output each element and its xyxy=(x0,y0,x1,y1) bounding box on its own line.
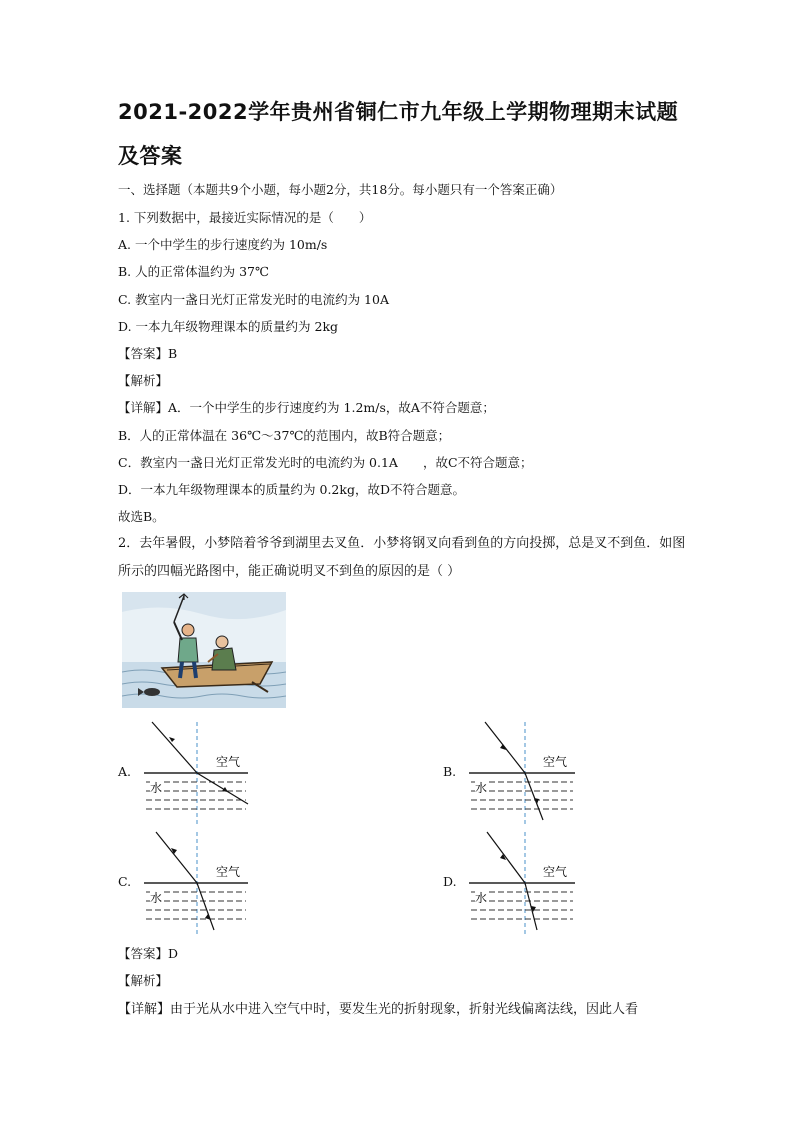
detail-text: 由于光从水中进入空气中时，要发生光的折射现象，折射光线偏离法线，因此人看 xyxy=(170,1002,639,1017)
q1-detail-a xyxy=(118,398,495,416)
water-label: 水 xyxy=(150,781,163,795)
answer-tag: 【答案】 xyxy=(118,346,169,361)
answer-value: D xyxy=(168,946,179,961)
q1-detail-c: C．教室内一盏日光灯正常发光时的电流约为 0.1A ，故C不符合题意； xyxy=(118,455,533,470)
ray-diagram-b xyxy=(465,716,605,828)
air-label: 空气 xyxy=(216,755,241,769)
q1-option-b: B. 人的正常体温约为 37℃ xyxy=(118,264,269,279)
q1-answer xyxy=(118,344,177,362)
ray-diagram-a xyxy=(140,716,280,828)
answer-tag: 【答案】 xyxy=(118,946,169,961)
air-label: 空气 xyxy=(543,755,568,769)
q1-detail-b: B．人的正常体温在 36℃～37℃的范围内，故B符合题意； xyxy=(118,428,451,443)
q2-option-b-label: B. xyxy=(443,764,457,779)
q1-option-a: A. 一个中学生的步行速度约为 10m/s xyxy=(118,237,328,252)
analysis-tag: 【解析】 xyxy=(118,973,169,988)
ray-diagram-d xyxy=(465,826,605,938)
detail-tag: 【详解】 xyxy=(118,1002,171,1017)
q2-option-a-label: A. xyxy=(118,764,132,779)
water-label: 水 xyxy=(475,781,488,795)
q2-detail xyxy=(118,998,638,1017)
q2-answer xyxy=(118,944,178,962)
ray-diagram-c xyxy=(140,826,280,938)
q1-conclusion: 故选B。 xyxy=(118,509,165,524)
detail-text: A．一个中学生的步行速度约为 1.2m/s，故A不符合题意； xyxy=(168,400,495,415)
q2-option-c-label: C. xyxy=(118,874,132,889)
q1-option-d: D. 一本九年级物理课本的质量约为 2kg xyxy=(118,319,339,334)
air-label: 空气 xyxy=(543,865,568,879)
q1-stem: 1. 下列数据中，最接近实际情况的是（ ） xyxy=(118,210,372,225)
page-title: 2021-2022学年贵州省铜仁市九年级上学期物理期末试题及答案 xyxy=(118,100,679,168)
analysis-tag: 【解析】 xyxy=(118,373,169,388)
water-label: 水 xyxy=(150,891,163,905)
section-heading: 一、选择题（本题共9个小题，每小题2分，共18分。每小题只有一个答案正确） xyxy=(118,182,563,197)
fishing-illustration xyxy=(122,592,286,708)
q1-detail-d: D．一本九年级物理课本的质量约为 0.2kg，故D不符合题意。 xyxy=(118,482,465,497)
q1-option-c: C. 教室内一盏日光灯正常发光时的电流约为 10A xyxy=(118,292,389,307)
q2-option-d-label: D. xyxy=(443,874,457,889)
q1-analysis-tag xyxy=(118,371,168,389)
q2-stem: 2．去年暑假，小梦陪着爷爷到湖里去叉鱼．小梦将钢叉向看到鱼的方向投掷，总是叉不到鱼．如图所示的四幅光路图中，能正确说明叉不到鱼的原因的是（ ） xyxy=(118,536,686,579)
air-label: 空气 xyxy=(216,865,241,879)
answer-value: B xyxy=(168,346,178,361)
water-label: 水 xyxy=(475,891,488,905)
q2-analysis-tag xyxy=(118,971,168,989)
detail-tag: 【详解】 xyxy=(118,400,169,415)
